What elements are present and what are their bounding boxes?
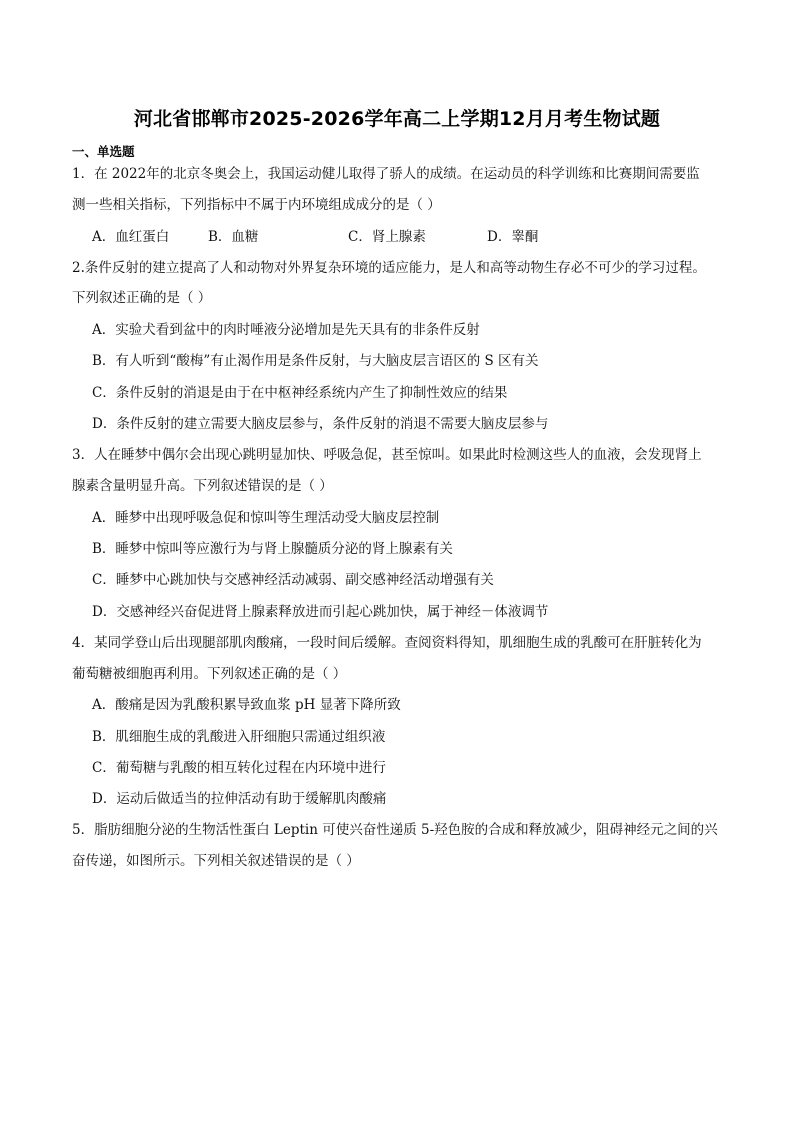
q1-stem-line-1: 1．在 2022年的北京冬奥会上，我国运动健儿取得了骄人的成绩。在运动员的科学训练和比赛期间需要监 <box>72 166 700 182</box>
q3-option-a: A．睡梦中出现呼吸急促和惊叫等生理活动受大脑皮层控制 <box>92 510 440 526</box>
q3-option-b: B．睡梦中惊叫等应激行为与肾上腺髓质分泌的肾上腺素有关 <box>92 541 453 557</box>
q4-stem-line-2: 葡萄糖被细胞再利用。下列叙述正确的是（ ） <box>72 666 347 682</box>
q3-option-d: D．交感神经兴奋促进肾上腺素释放进而引起心跳加快，属于神经－体液调节 <box>92 604 549 620</box>
q2-option-b: B．有人听到“酸梅”有止渴作用是条件反射，与大脑皮层言语区的 S 区有关 <box>92 353 539 369</box>
q4-option-d: D．运动后做适当的拉伸活动有助于缓解肌肉酸痛 <box>92 791 387 807</box>
q2-stem-line-2: 下列叙述正确的是（ ） <box>72 290 212 306</box>
q1-option-c: C．肾上腺素 <box>348 229 426 245</box>
q4-option-b: B．肌细胞生成的乳酸进入肝细胞只需通过组织液 <box>92 729 386 745</box>
q2-option-d: D．条件反射的建立需要大脑皮层参与，条件反射的消退不需要大脑皮层参与 <box>92 416 549 432</box>
section-heading: 一、单选题 <box>72 144 135 159</box>
q1-options <box>92 227 692 247</box>
q1-option-d: D．睾酮 <box>487 229 539 245</box>
q5-stem-line-1: 5．脂肪细胞分泌的生物活性蛋白 Leptin 可使兴奋性递质 5-羟色胺的合成和释放减少，阻碍神经元之间的兴 <box>72 822 718 838</box>
q4-stem-line-1: 4．某同学登山后出现腿部肌肉酸痛，一段时间后缓解。查阅资料得知，肌细胞生成的乳酸可在肝脏转化为 <box>72 635 702 651</box>
q2-option-a: A．实验犬看到盆中的肉时唾液分泌增加是先天具有的非条件反射 <box>92 322 480 338</box>
q4-option-a: A．酸痛是因为乳酸积累导致血浆 pH 显著下降所致 <box>92 697 401 713</box>
q5-stem-line-2: 奋传递，如图所示。下列相关叙述错误的是（ ） <box>72 853 360 869</box>
q1-option-b: B．血糖 <box>208 229 259 245</box>
q3-stem-line-1: 3．人在睡梦中偶尔会出现心跳明显加快、呼吸急促，甚至惊叫。如果此时检测这些人的血液，会发现肾上 <box>72 447 702 463</box>
q3-stem-line-2: 腺素含量明显升高。下列叙述错误的是（ ） <box>72 478 333 494</box>
q1-option-a: A．血红蛋白 <box>92 229 170 245</box>
q4-option-c: C．葡萄糖与乳酸的相互转化过程在内环境中进行 <box>92 760 386 776</box>
q3-option-c: C．睡梦中心跳加快与交感神经活动减弱、副交感神经活动增强有关 <box>92 572 494 588</box>
q2-option-c: C．条件反射的消退是由于在中枢神经系统内产生了抑制性效应的结果 <box>92 385 508 401</box>
q1-stem-line-2: 测一些相关指标，下列指标中不属于内环境组成成分的是（ ） <box>72 197 441 213</box>
page-title: 河北省邯郸市2025-2026学年高二上学期12月月考生物试题 <box>133 108 661 130</box>
q2-stem-line-1: 2.条件反射的建立提高了人和动物对外界复杂环境的适应能力，是人和高等动物生存必不可少的学习过程。 <box>72 260 706 276</box>
